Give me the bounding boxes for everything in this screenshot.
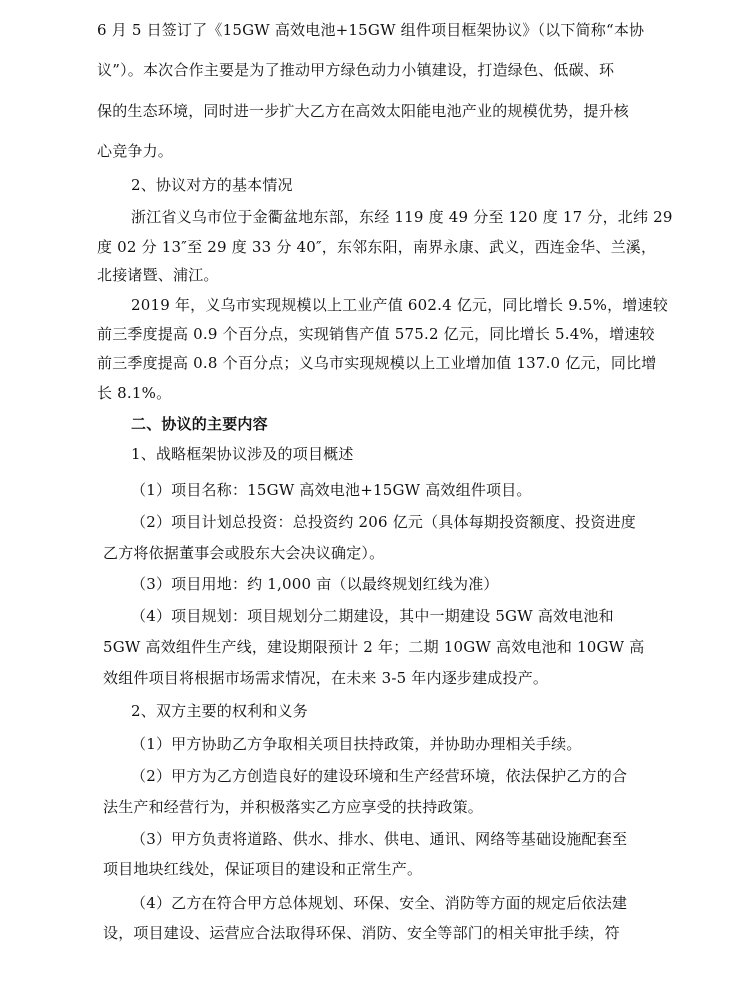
text-line: 前三季度提高 0.9 个百分点，实现销售产值 575.2 亿元，同比增长 5.4%，增速较 (97, 325, 655, 343)
text-line: 法生产和经营行为，并积极落实乙方应享受的扶持政策。 (103, 798, 484, 816)
list-item: （1）项目名称：15GW 高效电池+15GW 高效组件项目。 (131, 481, 532, 499)
text-line: 度 02 分 13″至 29 度 33 分 40″，东邻东阳，南界永康、武义，西连金华、兰溪， (97, 238, 657, 256)
text-line: 6 月 5 日签订了《15GW 高效电池+15GW 组件项目框架协议》（以下简称“本协 (97, 21, 645, 39)
subsection-heading: 2、双方主要的权利和义务 (131, 702, 308, 720)
list-item: （3）项目用地：约 1,000 亩（以最终规划红线为准） (131, 575, 499, 593)
text-line: 浙江省义乌市位于金衢盆地东部，东经 119 度 49 分至 120 度 17 分，北纬 29 (131, 208, 673, 226)
text-line: 5GW 高效组件生产线，建设期限预计 2 年；二期 10GW 高效电池和 10GW 高 (103, 638, 645, 656)
subsection-heading: 1、战略框架协议涉及的项目概述 (131, 445, 354, 463)
text-line: 前三季度提高 0.8 个百分点；义乌市实现规模以上工业增加值 137.0 亿元，同比增 (97, 354, 657, 372)
list-item: （4）乙方在符合甲方总体规划、环保、安全、消防等方面的规定后依法建 (131, 894, 628, 912)
text-line: 项目地块红线处，保证项目的建设和正常生产。 (103, 860, 423, 878)
text-line: 效组件项目将根据市场需求情况，在未来 3-5 年内逐步建成投产。 (103, 669, 549, 687)
text-line: 长 8.1%。 (97, 384, 172, 402)
list-item: （1）甲方协助乙方争取相关项目扶持政策，并协助办理相关手续。 (131, 735, 582, 753)
text-line: 2019 年，义乌市实现规模以上工业产值 602.4 亿元，同比增长 9.5%，增速较 (131, 296, 668, 314)
text-line: 心竞争力。 (97, 142, 174, 160)
list-item: （4）项目规划：项目规划分二期建设，其中一期建设 5GW 高效电池和 (131, 607, 614, 625)
section-heading: 二、协议的主要内容 (131, 415, 268, 433)
list-item: （2）项目计划总投资：总投资约 206 亿元（具体每期投资额度、投资进度 (131, 513, 636, 531)
text-line: 保的生态环境，同时进一步扩大乙方在高效太阳能电池产业的规模优势，提升核 (97, 102, 630, 120)
text-line: 议”）。本次合作主要是为了推动甲方绿色动力小镇建设，打造绿色、低碳、环 (97, 61, 615, 79)
text-line: 设，项目建设、运营应合法取得环保、消防、安全等部门的相关审批手续，符 (103, 924, 620, 942)
section-heading: 2、协议对方的基本情况 (131, 176, 293, 194)
list-item: （2）甲方为乙方创造良好的建设环境和生产经营环境，依法保护乙方的合 (131, 767, 628, 785)
text-line: 乙方将依据董事会或股东大会决议确定）。 (103, 544, 385, 562)
text-line: 北接诸暨、浦江。 (97, 266, 219, 284)
list-item: （3）甲方负责将道路、供水、排水、供电、通讯、网络等基础设施配套至 (131, 830, 628, 848)
